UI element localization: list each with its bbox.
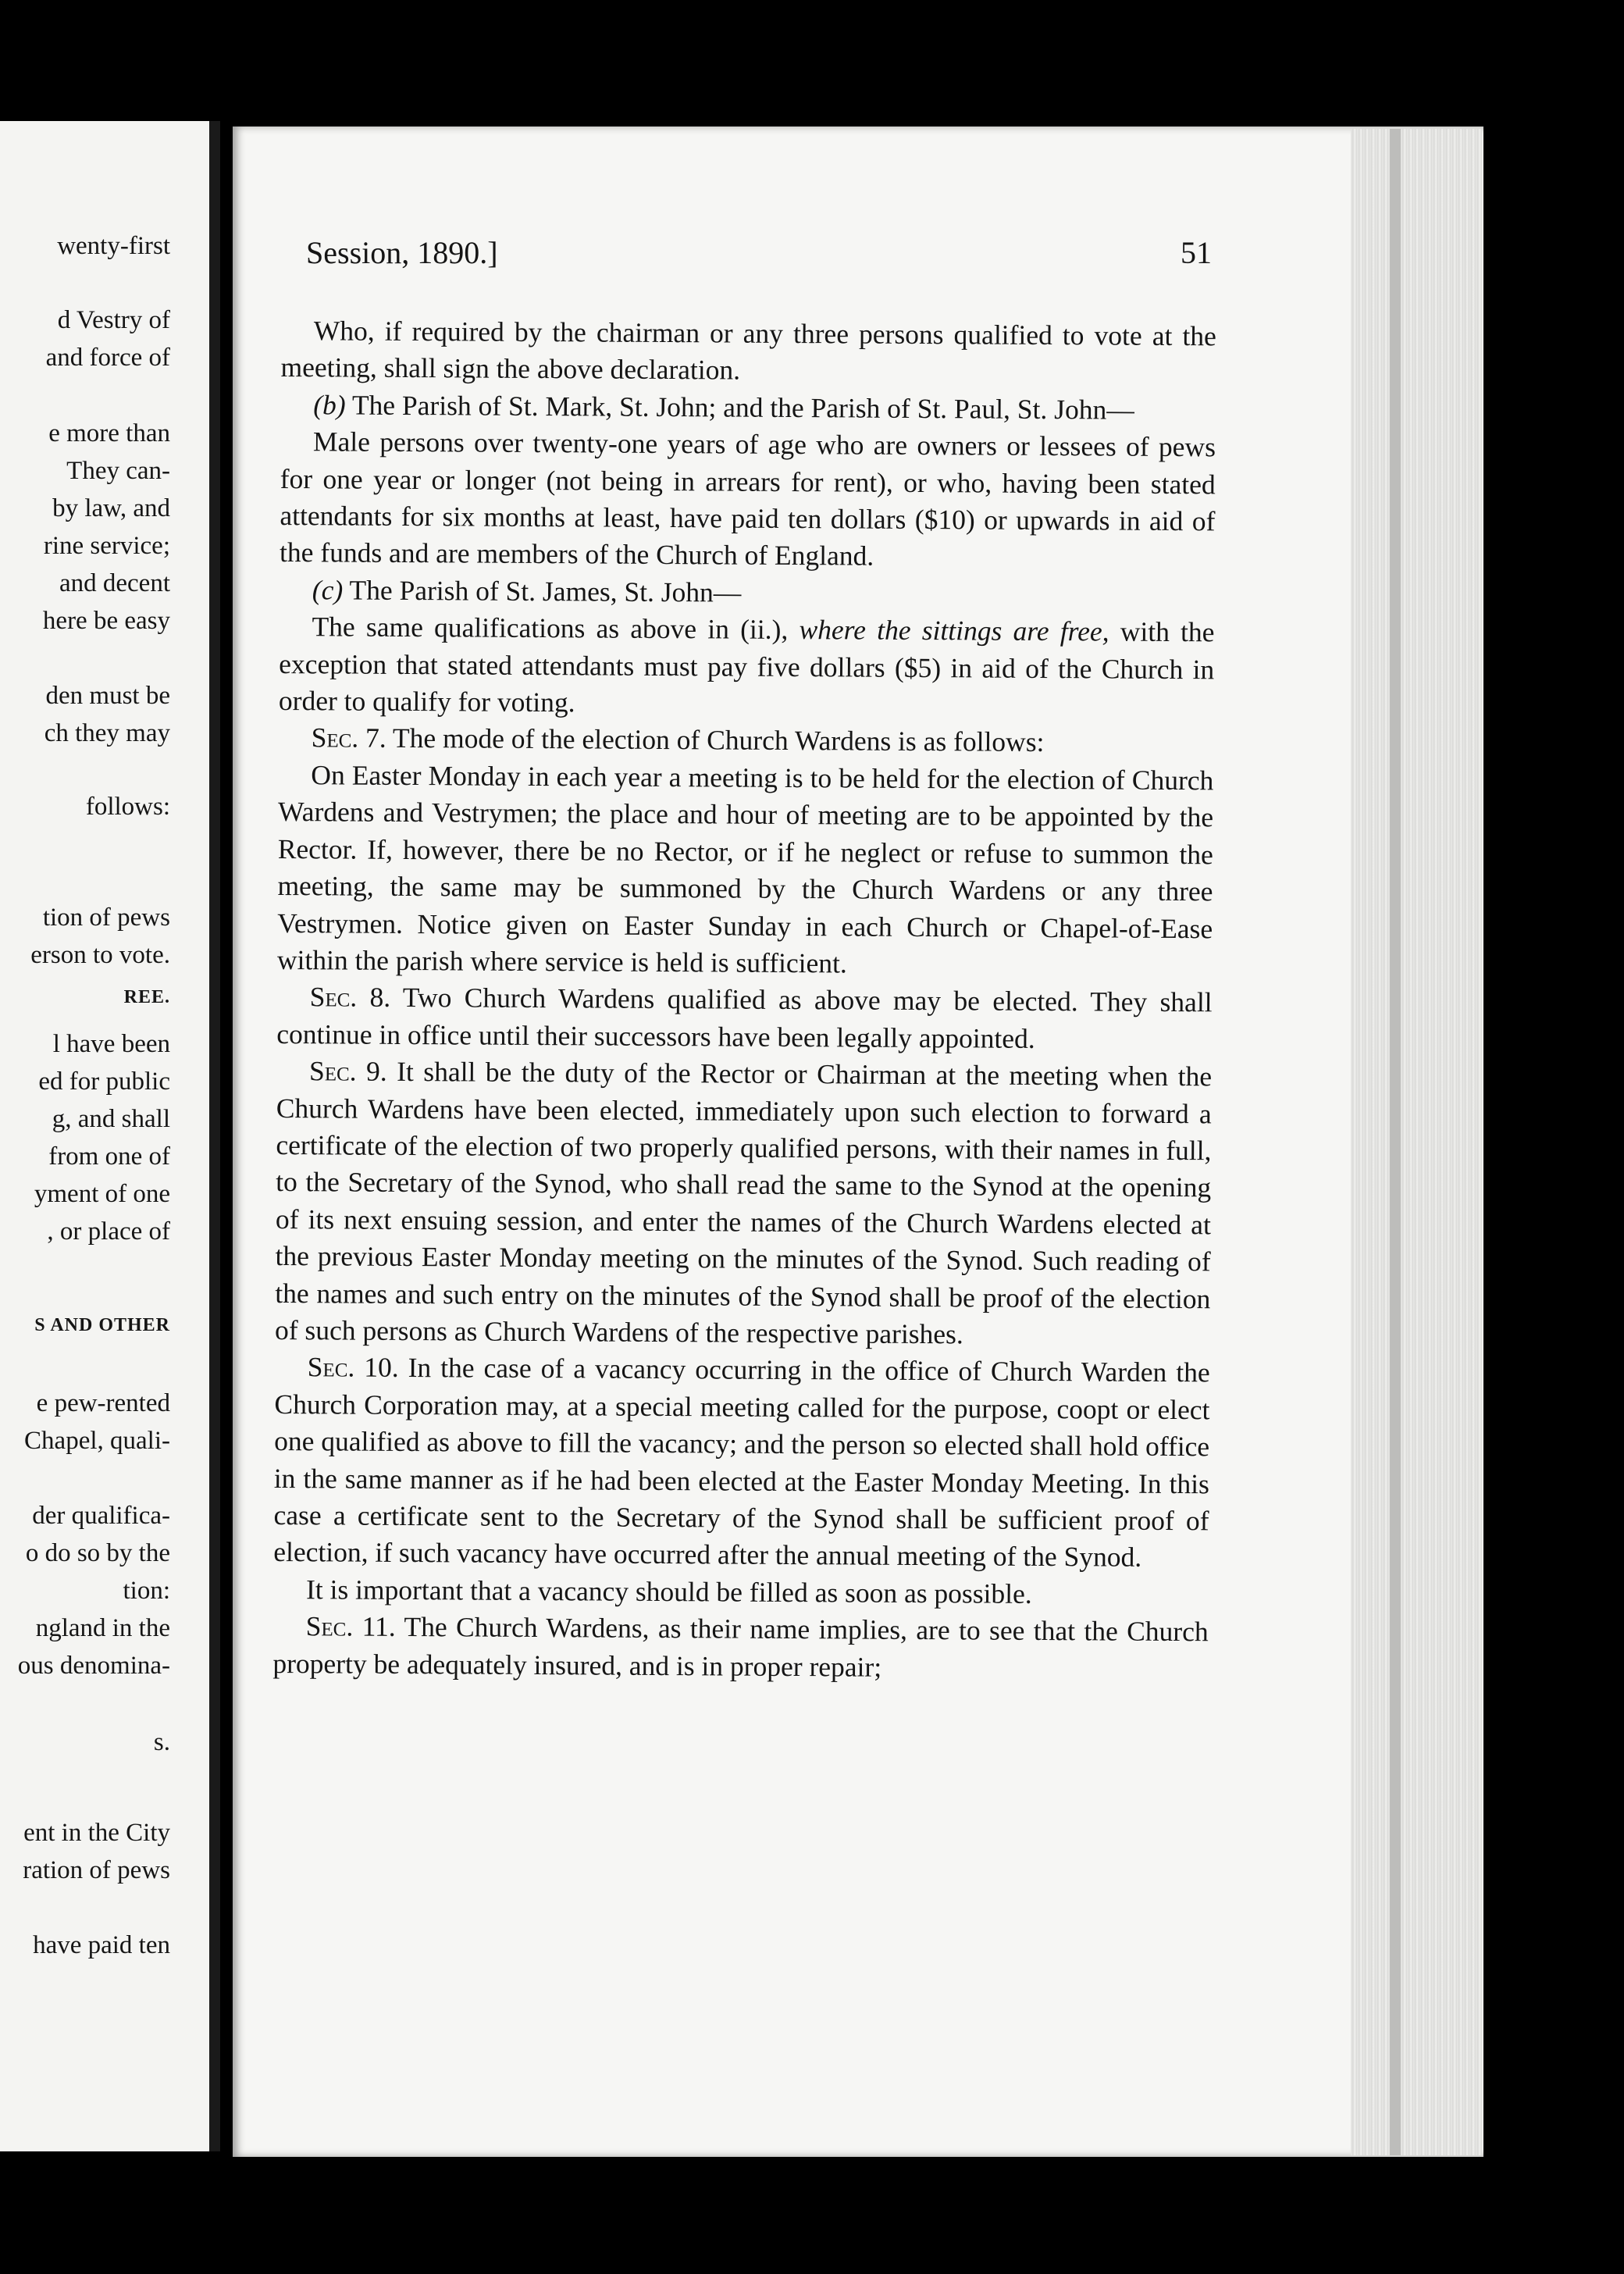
section-11 <box>272 1608 1209 1688</box>
paragraph: Who, if required by the chairman or any three persons qualified to vote at the meeting, shall sign the above declaration. <box>280 315 1216 386</box>
left-line: rine service; <box>43 532 170 560</box>
left-line: e pew-rented <box>36 1389 170 1417</box>
page-number: 51 <box>1181 235 1212 270</box>
left-line: They can- <box>66 457 170 485</box>
left-line: S AND OTHER <box>34 1315 170 1335</box>
left-line: REE. <box>123 987 170 1007</box>
section-label: Sec. 9. <box>308 1055 387 1087</box>
paragraph-text: The same qualifications as above in (ii.), <box>312 611 800 646</box>
left-line: wenty-first <box>57 232 170 260</box>
section-label: Sec. 10. <box>307 1351 399 1384</box>
section-label: Sec. 7. <box>311 722 386 754</box>
section-text: The Church Wardens, as their name implies, are to see that the Church property be adequately insured, and is in proper repair; <box>272 1611 1209 1683</box>
section-8 <box>276 978 1213 1058</box>
left-page <box>0 121 220 2151</box>
section-9 <box>275 1053 1212 1355</box>
left-line: tion of pews <box>42 904 170 932</box>
paragraph: On Easter Monday in each year a meeting is to be held for the election of Church Wardens and Vestrymen; the place and hour of meeting are to be appointed by the Rector. If, however, there be no Rector, or if he neglect or refuse to summon the meeting, the same may be summoned by the Church Wardens or any three Vestrymen. Notice given on Easter Sunday in each Church or Chapel-of-Ease within the parish where service is held is sufficient. <box>276 759 1214 979</box>
paragraph: It is important that a vacancy should be filled as soon as possible. <box>305 1574 1032 1609</box>
left-line: have paid ten <box>33 1931 170 1959</box>
section-7 <box>279 719 1214 762</box>
left-line: o do so by the <box>25 1539 170 1567</box>
left-line: tion: <box>123 1577 170 1605</box>
paragraph: Male persons over twenty-one years of age who are owners or lessees of pews for one year or longer (not being in arrears for rent), or who, having been stated attendants for six months at least, have paid ten dollars ($10) or upwards in aid of the funds and are members of the Church of England. <box>279 426 1216 572</box>
left-line: ous denomina- <box>17 1652 170 1680</box>
clause-text: The Parish of St. James, St. John— <box>343 574 742 608</box>
clause-text: The Parish of St. Mark, St. John; and the Parish of St. Paul, St. John— <box>345 389 1134 426</box>
page-edges <box>1351 129 1482 2155</box>
paragraph-text: with the exception that stated attendants must pay five dollars ($5) in aid of the Church in order to qualify for voting. <box>278 615 1215 718</box>
section-text: The mode of the election of Church Wardens is as follows: <box>386 722 1045 758</box>
left-line: e more than <box>48 419 170 447</box>
left-line: and force of <box>45 344 170 372</box>
left-line: by law, and <box>52 494 170 522</box>
left-line: Chapel, quali- <box>24 1427 170 1455</box>
italic-phrase: where the sittings are free, <box>799 614 1109 647</box>
paragraph <box>280 387 1216 429</box>
left-line: ration of pews <box>23 1856 170 1884</box>
left-line: here be easy <box>42 607 170 635</box>
left-line: ed for public <box>38 1067 170 1096</box>
left-line: ent in the City <box>23 1819 170 1847</box>
left-line: g, and shall <box>52 1105 170 1133</box>
section-10 <box>273 1349 1210 1577</box>
left-line: yment of one <box>34 1180 170 1208</box>
left-line: der qualifica- <box>32 1502 170 1530</box>
section-text: Two Church Wardens qualified as above may be elected. They shall continue in office until their successors have been legally appointed. <box>276 982 1213 1054</box>
paragraph <box>280 572 1215 615</box>
left-line: , or place of <box>47 1217 170 1246</box>
left-line: s. <box>153 1728 170 1756</box>
page-body <box>272 312 1216 1688</box>
left-line: and decent <box>59 569 170 597</box>
left-line: ch they may <box>44 719 170 747</box>
clause-label: (c) <box>312 574 344 606</box>
left-line: l have been <box>52 1030 170 1058</box>
paragraph <box>279 608 1215 725</box>
left-line: d Vestry of <box>57 306 170 334</box>
page-edge-shadow <box>1390 129 1401 2155</box>
clause-label: (b) <box>313 389 346 421</box>
section-label: Sec. 8. <box>309 981 391 1014</box>
section-label: Sec. 11. <box>305 1610 396 1643</box>
section-text: In the case of a vacancy occurring in the office of Church Warden the Church Corporation may, at a special meeting called for the purpose, coopt or elect one qualified as above to fill the vacancy; and the person so elected shall hold office in the same manner as if he had been elected at the Easter Monday Meeting. In this case a certificate sent to the Secretary of the Synod shall be sufficient proof of election, if such vacancy have occurred after the annual meeting of the Synod. <box>273 1352 1210 1574</box>
running-title: Session, 1890.] <box>306 235 498 270</box>
left-line: erson to vote. <box>30 941 170 969</box>
section-text: It shall be the duty of the Rector or Chairman at the meeting when the Church Wardens have been elected, immediately upon such election to forward a certificate of the election of two properly qualified persons, with their names in full, to the Secretary of the Synod, who shall read the same to the Synod at the opening of its next ensuing session, and enter the names of the Church Wardens elected at the previous Easter Monday meeting on the minutes of the Synod. Such reading of the names and such entry on the minutes of the Synod shall be proof of the election of such persons as Church Wardens of the respective parishes. <box>274 1055 1213 1350</box>
left-line: follows: <box>85 793 170 821</box>
left-line: ngland in the <box>35 1614 170 1642</box>
left-line: den must be <box>45 682 170 710</box>
left-line: from one of <box>48 1142 170 1171</box>
